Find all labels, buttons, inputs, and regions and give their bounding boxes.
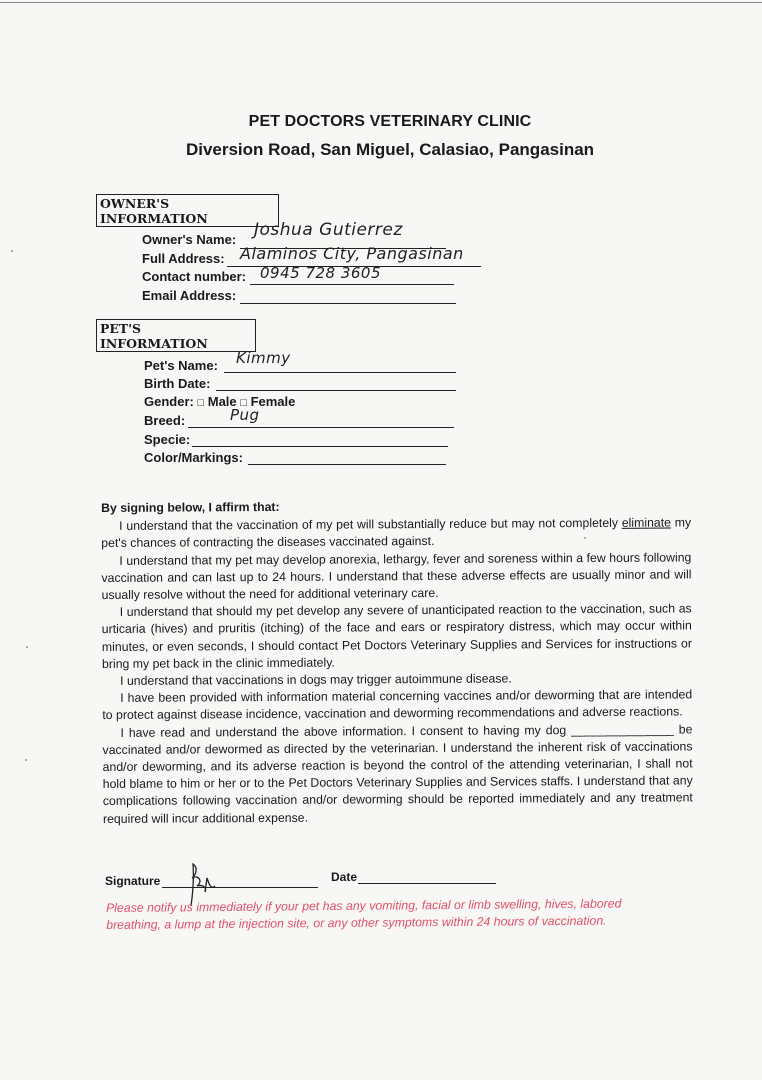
- pet-name-line: [224, 372, 456, 373]
- email-line: [240, 303, 456, 304]
- color-markings-field[interactable]: [144, 450, 243, 465]
- scan-speck: [11, 250, 13, 252]
- date-label: Date: [331, 870, 358, 884]
- consent-paragraph-1: I understand that the vaccination of my pet will substantially reduce but may not completely eliminate my pet's chances of contracting the diseases vaccinated against.: [101, 515, 692, 551]
- birth-date-line: [216, 390, 456, 391]
- birth-date-label: Birth Date:: [144, 376, 211, 391]
- pet-section-title: PET'S INFORMATION: [96, 319, 256, 352]
- owner-name-value: Joshua Gutierrez: [254, 220, 403, 240]
- breed-value: Pug: [230, 406, 260, 424]
- vaccination-warning-note: Please notify us immediately if your pet has any vomiting, facial or limb swelling, hives, labored breathing, a lump at the injection site, or any other symptoms within 24 hours of vaccination.: [106, 896, 622, 932]
- scan-speck: [26, 646, 28, 648]
- email-field[interactable]: [142, 288, 236, 303]
- contact-number-line: [250, 284, 454, 285]
- contact-number-label: Contact number:: [142, 269, 246, 284]
- consent-paragraph-3: I understand that should my pet develop any severe of unanticipated reaction to the vaccination, such as urticaria (hives) and pruritis (itching) of the face and ears or respiratory distress, which may occur within minutes, or even seconds, I should contact Pet Doctors Veterinary Supplies and Services for instructions or bring my pet back in the clinic immediately.: [101, 601, 692, 671]
- owner-section-title: OWNER'S INFORMATION: [96, 194, 279, 227]
- pet-name-field[interactable]: [144, 349, 291, 373]
- gender-field: [144, 394, 295, 409]
- contact-number-field[interactable]: [142, 264, 382, 284]
- consent-heading: By signing below, I affirm that:: [101, 499, 280, 515]
- scan-edge-line: [0, 2, 762, 3]
- consent-statement: [101, 496, 693, 827]
- full-address-label: Full Address:: [142, 251, 225, 266]
- full-address-field[interactable]: [142, 244, 464, 266]
- scan-speck: [25, 759, 27, 761]
- signature-row: [105, 870, 525, 890]
- male-checkbox[interactable]: □: [197, 397, 205, 409]
- male-label: Male: [207, 394, 237, 409]
- owner-name-label: Owner's Name:: [142, 232, 237, 247]
- specie-field[interactable]: [144, 432, 190, 447]
- date-line[interactable]: [358, 883, 496, 884]
- full-address-value: Alaminos City, Pangasinan: [240, 244, 464, 263]
- consent-paragraph-6: I have read and understand the above information. I consent to having my dog _______________ be vaccinated and/or dewormed as directed by the veterinarian. I understand the inherent risk of vaccinations and/or deworming, and its adverse reaction is beyond the control of the attending veterinarian, I shall not hold blame to him or her or to the Pet Doctors Veterinary Supplies and Services staffs. I understand that any complications following vaccination and/or deworming should be reported immediately and any treatment required will incur additional expense.: [102, 722, 693, 826]
- specie-label: Specie:: [144, 432, 191, 447]
- consent-paragraph-2: I understand that my pet may develop anorexia, lethargy, fever and soreness within a few hours following vaccination and can last up to 24 hours. I understand that these adverse effects are usually minor and will usually resolve without the need for additional veterinary care.: [101, 550, 692, 603]
- clinic-name: PET DOCTORS VETERINARY CLINIC: [248, 113, 532, 130]
- scan-speck: [584, 537, 586, 539]
- birth-date-field[interactable]: [144, 376, 210, 391]
- breed-field[interactable]: [144, 406, 260, 428]
- consent-paragraph-4: I understand that vaccinations in dogs may trigger autoimmune disease.: [120, 671, 512, 688]
- breed-label: Breed:: [144, 413, 186, 428]
- consent-paragraph-5: I have been provided with information material concerning vaccines and/or deworming that are intended to protect against disease incidence, vaccination and deworming recommendations and adverse reactions.: [102, 687, 693, 723]
- email-label: Email Address:: [142, 288, 237, 303]
- specie-line: [192, 446, 448, 447]
- color-markings-line: [248, 464, 446, 465]
- female-checkbox[interactable]: □: [240, 397, 247, 409]
- color-markings-label: Color/Markings:: [144, 450, 243, 465]
- owner-name-field[interactable]: [142, 220, 403, 247]
- gender-label: Gender:: [144, 394, 194, 409]
- pet-name-value: Kimmy: [236, 349, 291, 367]
- signature-label: Signature: [105, 874, 161, 888]
- contact-number-value: 0945 728 3605: [260, 264, 382, 282]
- female-label: Female: [250, 394, 296, 409]
- breed-line: [188, 427, 454, 428]
- clinic-address: Diversion Road, San Miguel, Calasiao, Pangasinan: [185, 140, 595, 159]
- pet-name-label: Pet's Name:: [144, 358, 218, 373]
